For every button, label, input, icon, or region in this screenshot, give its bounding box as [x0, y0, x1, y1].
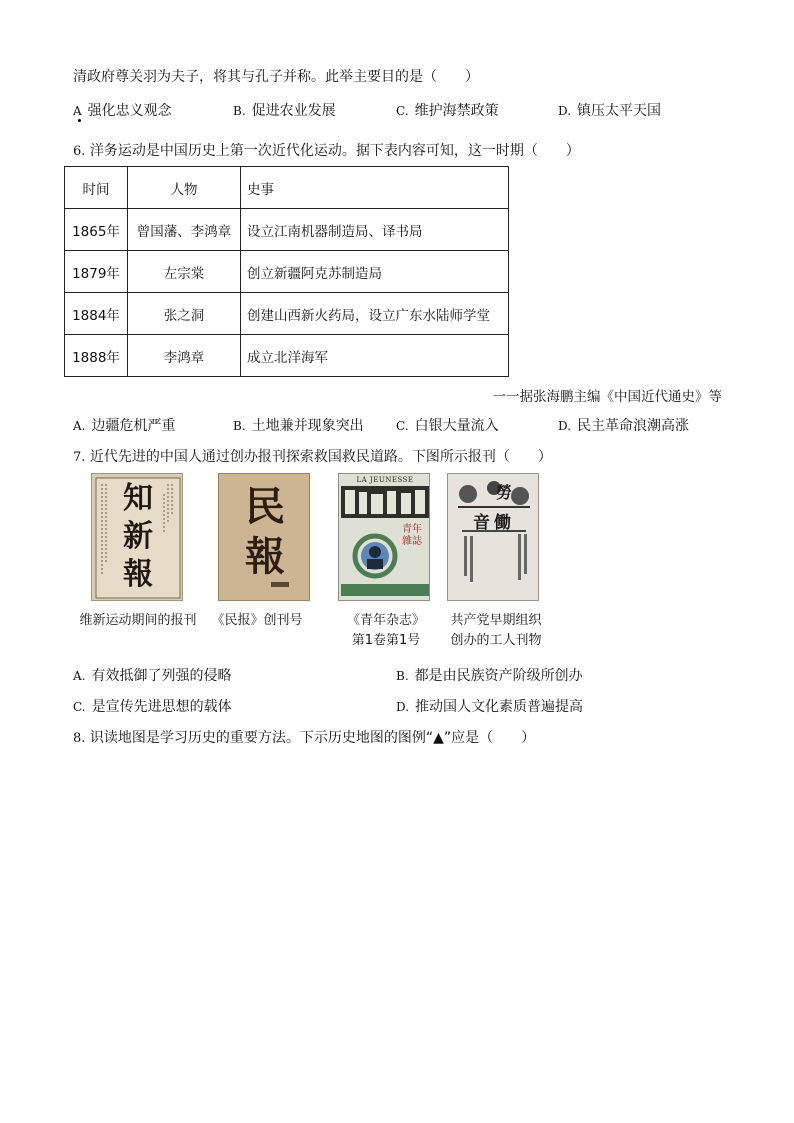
- q6-stem-line: [73, 140, 580, 160]
- newspaper-minbao-image: [218, 473, 310, 601]
- zhixinbao-char: 報: [123, 557, 153, 592]
- q7-option-d[interactable]: D. 推动国人文化素质普遍提高: [396, 699, 584, 715]
- newspaper-zhixinbao-image: [91, 473, 183, 601]
- table-cell-person: 左宗棠: [128, 251, 241, 293]
- table-cell-person: 曾国藩、李鸿章: [128, 209, 241, 251]
- table-cell-event: 设立江南机器制造局、译书局: [241, 209, 509, 251]
- q6-option-b[interactable]: B. 土地兼并现象突出: [233, 418, 364, 434]
- table-cell-year: 1865年: [65, 209, 128, 251]
- q6-number: 6.: [73, 144, 86, 159]
- table-cell-year: 1879年: [65, 251, 128, 293]
- q7-stem: 近代先进的中国人通过创办报刊探索救国救民道路。下图所示报刊（ ）: [89, 449, 552, 465]
- q5-options: [73, 100, 733, 122]
- q6-options: [73, 415, 733, 437]
- table-cell-year: 1884年: [65, 293, 128, 335]
- newspaper-qingnian-image: [338, 473, 430, 601]
- caption-qingnian: 《青年杂志》 第1卷第1号: [346, 613, 425, 648]
- table-cell-event: 成立北洋海军: [241, 335, 509, 377]
- table-row: [65, 209, 509, 251]
- table-row: [65, 251, 509, 293]
- q7-options-row1: [73, 665, 733, 687]
- qingnian-char: 誌: [412, 536, 422, 547]
- q7-number: 7.: [73, 450, 86, 465]
- zhixinbao-char: 新: [123, 519, 153, 554]
- laodongyin-char: 働: [494, 513, 515, 533]
- q7-option-c[interactable]: C. 是宣传先进思想的载体: [73, 699, 232, 715]
- table-cell-year: 1888年: [65, 335, 128, 377]
- minbao-char: 報: [245, 533, 285, 580]
- qingnian-latin-title: LA JEUNESSE: [356, 476, 414, 484]
- table-cell-person: 张之洞: [128, 293, 241, 335]
- q6-option-c[interactable]: C. 白银大量流入: [396, 418, 499, 434]
- qingnian-char: 年: [412, 524, 422, 535]
- qingnian-char: 雜: [402, 536, 412, 547]
- minbao-char: 民: [245, 483, 285, 530]
- minbao-small-text-art: [219, 474, 310, 601]
- qingnian-char: 青: [402, 524, 412, 535]
- laodongyin-char: 音: [473, 513, 494, 533]
- q8-stem-line: [73, 727, 535, 747]
- table-header-row: [65, 167, 509, 209]
- q5-option-d[interactable]: D. 镇压太平天国: [558, 103, 662, 119]
- newspaper-laodongyin-image: [447, 473, 539, 601]
- q5-option-a[interactable]: A 强化忠义观念: [73, 103, 172, 119]
- emphasis-dot: [78, 119, 81, 122]
- table-cell-event: 创立新疆阿克苏制造局: [241, 251, 509, 293]
- q6-option-a[interactable]: A. 边疆危机严重: [73, 418, 176, 434]
- table-header-cell: 人物: [128, 167, 241, 209]
- table-row: [65, 293, 509, 335]
- caption-laodongyin: 共产党早期组织 创办的工人刊物: [450, 613, 542, 648]
- caption-minbao: 《民报》创刊号: [211, 613, 303, 628]
- laodongyin-char: 勞: [495, 483, 512, 502]
- q5-stem: 清政府尊关羽为夫子，将其与孔子并称。此举主要目的是（ ）: [73, 69, 479, 85]
- q8-number: 8.: [73, 731, 86, 746]
- q7-stem-line: [73, 446, 552, 466]
- q5-option-c[interactable]: C. 维护海禁政策: [396, 103, 499, 119]
- q6-stem: 洋务运动是中国历史上第一次近代化运动。据下表内容可知，这一时期（ ）: [89, 143, 580, 159]
- table-header-cell: 史事: [241, 167, 509, 209]
- q6-source-citation: 一一据张海鹏主编《中国近代通史》等: [492, 389, 722, 405]
- table-row: [65, 335, 509, 377]
- table-cell-event: 创建山西新火药局，设立广东水陆师学堂: [241, 293, 509, 335]
- zhixinbao-char: 知: [123, 481, 153, 516]
- q8-stem: 识读地图是学习历史的重要方法。下示历史地图的图例“▲”应是（ ）: [89, 730, 536, 746]
- q6-history-table: [64, 166, 509, 377]
- caption-zhixinbao: 维新运动期间的报刊: [79, 613, 197, 628]
- table-header-cell: 时间: [65, 167, 128, 209]
- q7-option-a[interactable]: A. 有效抵御了列强的侵略: [73, 668, 232, 684]
- q7-options-row2: [73, 696, 733, 718]
- table-cell-person: 李鸿章: [128, 335, 241, 377]
- q6-option-d[interactable]: D. 民主革命浪潮高涨: [558, 418, 690, 434]
- q5-option-b[interactable]: B. 促进农业发展: [233, 103, 336, 119]
- q7-option-b[interactable]: B. 都是由民族资产阶级所创办: [396, 668, 583, 684]
